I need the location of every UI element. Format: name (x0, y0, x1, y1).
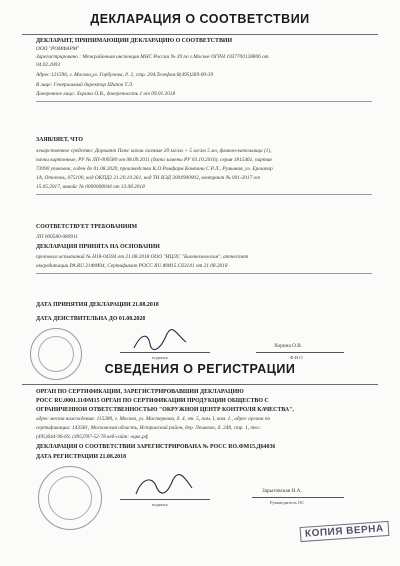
requirements-label: СООТВЕТСТВУЕТ ТРЕБОВАНИЯМ (36, 224, 138, 230)
signature-line (120, 352, 210, 353)
signature-caption: подпись (152, 355, 169, 360)
applicant-line: Зарегистрировано : Межрайонная инспекция МНС России № 39 по г.Москве ОГРН 1037700128806 от (36, 54, 269, 60)
applicant-line: Адрес:121596, г. Москва,ул. Горбунова, д. 2, стр. 204.Телефон:8(495)269-00-39 (36, 72, 214, 78)
cert-body-line: (495)644-96-69, (495)787-52-78 веб-сайт: oцкк.рф (36, 434, 149, 440)
certification-seal-inner (48, 476, 92, 520)
basis-label: ДЕКЛАРАЦИЯ ПРИНЯТА НА ОСНОВАНИИ (36, 244, 160, 250)
date-valid: ДАТА ДЕЙСТВИТЕЛЬНА ДО 01.08.2020 (36, 316, 146, 322)
name-line (256, 352, 344, 353)
declaration-title: ДЕКЛАРАЦИЯ О СООТВЕТСТВИИ (90, 12, 310, 26)
registration-date: ДАТА РЕГИСТРАЦИИ 21.08.2018 (36, 454, 127, 460)
declarant-signature (130, 328, 190, 354)
signature-line (120, 499, 210, 500)
statement-line: 73990 упаковок, годен до 01.08.2020, производства К.О.Ромфарм Компани С.Р.Л., Румыния, ул. Ерошпор (36, 166, 273, 172)
statement-line: 1А, Отопень, 075100, код ОКПД2 21.20.10.261, код ТН ВЭД 3004900002, контракт № 001-2017 от (36, 175, 261, 181)
statement-line: лекарственное средство: Дорвитт Плюс капли глазные 20 мг/мл + 5 мг/мл 5 мл, флакон-капельница (1), (36, 148, 272, 154)
section-divider (36, 194, 372, 195)
applicant-line: Доверенное лицо: Хорина О.В., доверенность 1 от 09.01.2018 (36, 91, 176, 97)
signature-caption: подпись (152, 502, 169, 507)
cert-body-label: ОРГАН ПО СЕРТИФИКАЦИИ, ЗАРЕГИСТРИРОВАВШИЙ ДЕКЛАРАЦИЮ (36, 389, 244, 395)
title-divider (22, 384, 378, 385)
cert-body-line: РОСС RU.0001.11ФМ15 ОРГАН ПО СЕРТИФИКАЦИИ ПРОДУКЦИИ ОБЩЕСТВО С (36, 398, 269, 404)
title-divider (22, 34, 378, 35)
statement-label: ЗАЯВЛЯЕТ, ЧТО (36, 137, 83, 143)
basis-line: протокол испытаний № Н18-04594 от 21.08.2018 ООО "ИЦЛС "Биотехнология", аттестат (36, 254, 249, 260)
statement-line: пачки картонные, РУ № ЛП-000580 от 08.09.2011 (дата замены РУ 03.10.2016), серия 1815461, партия (36, 157, 272, 163)
registrar-name: Зарытовская Н.А. (262, 488, 302, 494)
applicant-line: В лице: Генеральный директор Шипов Т.Л. (36, 82, 134, 88)
cert-body-line: ОГРАНИЧЕННОЙ ОТВЕТСТВЕННОСТЬЮ "ОКРУЖНОЙ ЦЕНТР КОНТРОЛЯ КАЧЕСТВА", (36, 407, 294, 413)
requirements-line: ЛП 000580-080911 (36, 234, 78, 240)
section-divider (36, 101, 372, 102)
basis-line: аккредитации РА.RU.21ФМ94, Сертификат РОСС RU.ФМ15.С63141 от 21.08.2018 (36, 263, 228, 269)
registrar-caption: Руководитель ОС (270, 500, 305, 505)
applicant-line: ООО "РОМФАРМ" (36, 46, 80, 52)
registration-number: ДЕКЛАРАЦИЯ О СООТВЕТСТВИИ ЗАРЕГИСТРИРОВАНА № РОСС RO.ФМ15.Д64036 (36, 444, 276, 450)
registration-title: СВЕДЕНИЯ О РЕГИСТРАЦИИ (104, 362, 296, 376)
name-line (252, 497, 344, 498)
section-divider (36, 273, 372, 274)
applicant-label: ДЕКЛАРАНТ, ПРИНИМАЮЩИЙ ДЕКЛАРАЦИЮ О СООТВЕТСТВИИ (36, 38, 233, 44)
applicant-line: 04.02.2003 (36, 62, 60, 68)
registrar-signature (132, 472, 196, 500)
signer-name: Хорина О.В. (274, 343, 303, 349)
copy-certified-stamp: КОПИЯ ВЕРНА (300, 521, 390, 542)
date-accepted: ДАТА ПРИНЯТИЯ ДЕКЛАРАЦИИ 21.08.2018 (36, 302, 159, 308)
statement-line: 15.05.2017, инвойс № 0000008044 от 13.08.2018 (36, 184, 145, 190)
cert-body-line: адрес места нахождения: 115280, г. Москва, ул. Мастеркова, д. 4, эт. 5, пом. I, ком. 1., адрес органа по (36, 416, 271, 422)
signer-caption: Ф.И.О (290, 355, 303, 360)
cert-body-line: сертификации: 143581, Московская область, Истринский район, дер. Лешково, д. 248, стр. 1, тел.: (36, 425, 262, 431)
